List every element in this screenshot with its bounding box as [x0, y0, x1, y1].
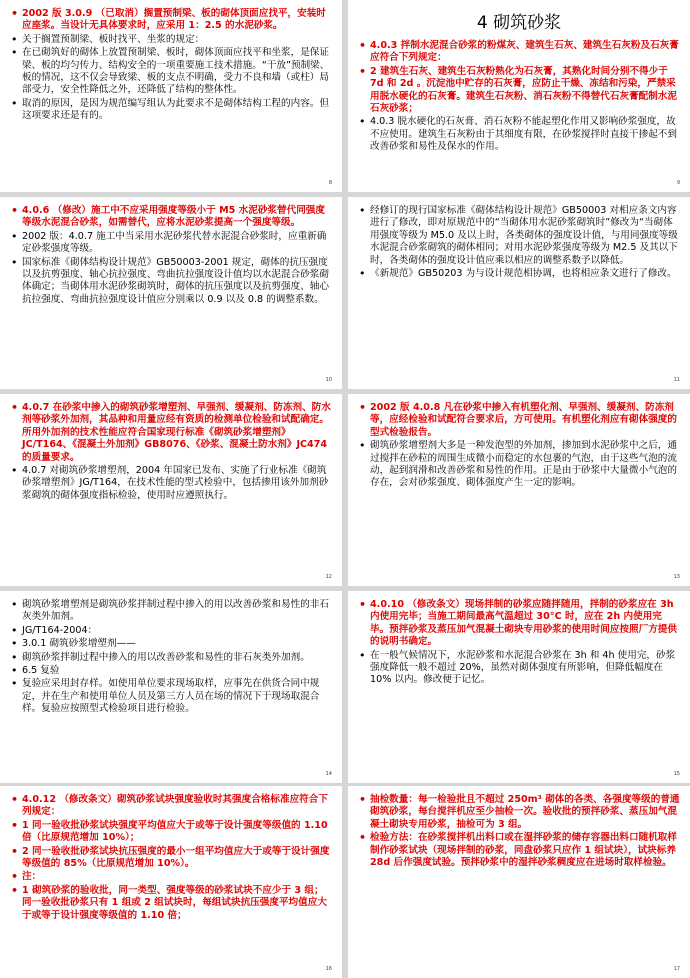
slide-9-bullets	[358, 40, 680, 154]
bullet: • 砌筑砂浆拌制过程中掺入的用以改善砂浆和易性的非石灰类外加剂。	[10, 652, 332, 664]
page-number: 16	[325, 966, 332, 972]
bullet: • 4.0.10 （修改条文）现场拌制的砂浆应随拌随用，拌制的砂浆应在 3h 内使用完毕；当施工期间最高气温超过 30°C 时，应在 2h 内使用完毕。预拌砂浆及蒸压加气混凝土砌块专用砂浆的使用时间应按照厂方提供的说明书确定。	[358, 599, 680, 649]
slide-11	[348, 197, 690, 389]
bullet: • 国家标准《砌体结构设计规范》GB50003-2001 规定，砌体的抗压强度以及抗剪强度、轴心抗拉强度、弯曲抗拉强度设计值均以水泥混合砂浆砌体确定；当砌体用水泥砂浆砌筑时，砌体的抗压强度以及抗剪强度、轴心抗拉强度、弯曲抗拉强度设计值应分别乘以 0.9 以及 0.8 的调整系数。	[10, 257, 332, 307]
bullet: • 经修订的现行国家标准《砌体结构设计规范》GB50003 对相应条文内容进行了修改，即对原规范中的“当砌体用水泥砂浆砌筑时”修改为“当砌体用强度等级为 M5.0 及以上时，各类砌体的强度设计值，与用同强度等级水泥混合砂浆砌筑的砌体相同；对用水泥砂浆强度等级为 M2.5 及其以下时，各类砌体的强度设计值应乘以相应的调整系数予以降低。	[358, 205, 680, 267]
bullet: • 复验应采用封存样。如使用单位要求现场取样，应事先在供货合同中规定，并在生产和使用单位人员及第三方人员在场的情况下于现场取混合样。复验应按照型式检验项目进行检验。	[10, 678, 332, 715]
page-number: 11	[673, 377, 680, 383]
slide-14	[0, 591, 342, 783]
bullet: • 4.0.3 脱水硬化的石灰膏、消石灰粉不能起塑化作用又影响砂浆强度，故不应使用。建筑生石灰粉由于其细度有限，在砂浆搅拌时直接干掺起不到改善砂浆和易性及保水的作用。	[358, 116, 680, 153]
bullet: • 《新规范》GB50203 为与设计规范相协调，也将相应条文进行了修改。	[358, 268, 680, 280]
page-number: 13	[673, 574, 680, 580]
slide-8	[0, 0, 342, 192]
page-number: 10	[325, 377, 332, 383]
slide-9	[348, 0, 690, 192]
bullet: • 抽检数量：每一检验批且不超过 250m³ 砌体的各类、各强度等级的普通砌筑砂浆，每台搅拌机应至少抽检一次。验收批的预拌砂浆、蒸压加气混凝土砌块专用砂浆，抽检可为 3 组。	[358, 794, 680, 831]
bullet: • 4.0.3 拌制水泥混合砂浆的粉煤灰、建筑生石灰、建筑生石灰粉及石灰膏应符合下列规定：	[358, 40, 680, 65]
slide-14-bullets	[10, 599, 332, 716]
slide-10	[0, 197, 342, 389]
bullet: • JG/T164-2004：	[10, 625, 332, 637]
slide-13	[348, 394, 690, 586]
slide-16-bullets	[10, 794, 332, 922]
bullet: • 1 砌筑砂浆的验收批，同一类型、强度等级的砂浆试块不应少于 3 组；同一验收批砂浆只有 1 组或 2 组试块时，每组试块抗压强度平均值应大于或等于设计强度等级值的 1.10 倍；	[10, 885, 332, 922]
page-number: 14	[325, 771, 332, 777]
slide-13-bullets	[358, 402, 680, 490]
bullet: • 4.0.12 （修改条文）砌筑砂浆试块强度验收时其强度合格标准应符合下列规定：	[10, 794, 332, 819]
slide-17	[348, 786, 690, 978]
slide-15-bullets	[358, 599, 680, 687]
bullet: • 在已砌筑好的砌体上放置预制梁、板时，砌体顶面应找平和坐浆，是保证梁、板的均匀传力、结构安全的一项重要施工技术措施。“干放”预制梁、板的情况，这不仅会导致梁、板的支点不明确，受力不良和墙（或柱）局部受力，安全性降低之外，还降低了结构的整体性。	[10, 47, 332, 97]
bullet: • 砌筑砂浆增塑剂大多是一种发泡型的外加剂，掺加到水泥砂浆中之后，通过搅拌在砂粒的周围生成微小而稳定的水包裹的气泡，由于这些气泡的流动，起到润滑和改善砂浆和易性的作用。正是由于砂浆中大量微小气泡的存在，会对砂浆强度、砌体强度产生一定的影响。	[358, 440, 680, 490]
bullet: • 注：	[10, 871, 332, 883]
page-number: 12	[325, 574, 332, 580]
bullet: • 检验方法：在砂浆搅拌机出料口或在湿拌砂浆的储存容器出料口随机取样制作砂浆试块（现场拌制的砂浆，同盘砂浆只应作 1 组试块），试块标养 28d 后作强度试验。预拌砂浆中的湿拌砂浆稠度应在进场时取样检验。	[358, 832, 680, 869]
slide-11-bullets	[358, 205, 680, 280]
bullet: • 1 同一验收批砂浆试块强度平均值应大于或等于设计强度等级值的 1.10 倍（比原规范增加 10%）；	[10, 820, 332, 845]
bullet: • 2 同一验收批砂浆试块抗压强度的最小一组平均值应大于或等于设计强度等级值的 85%（比原规范增加 10%）。	[10, 846, 332, 871]
page-number: 8	[328, 180, 332, 186]
bullet: • 关于搁置预制梁、板时找平、坐浆的规定：	[10, 34, 332, 46]
slide-16	[0, 786, 342, 978]
page-number: 15	[673, 771, 680, 777]
bullet: • 4.0.6 （修改）施工中不应采用强度等级小于 M5 水泥砂浆替代同强度等级水泥混合砂浆，如需替代，应将水泥砂浆提高一个强度等级。	[10, 205, 332, 230]
bullet: • 4.0.7 对砌筑砂浆增塑剂，2004 年国家已发布、实施了行业标准《砌筑砂浆增塑剂》JG/T164，在技术性能的型式检验中，包括掺用该外加剂砂浆砌筑的砌体强度指标检验，使用时应遵照执行。	[10, 465, 332, 502]
slide-17-bullets	[358, 794, 680, 869]
slide-12-bullets	[10, 402, 332, 502]
slide-10-bullets	[10, 205, 332, 306]
bullet: • 6.5 复验	[10, 665, 332, 677]
bullet: • 取消的原因，是因为规范编写组认为此要求不是砌体结构工程的内容。但这项要求还是有的。	[10, 98, 332, 123]
bullet: • 4.0.7 在砂浆中掺入的砌筑砂浆增塑剂、早强剂、缓凝剂、防冻剂、防水剂等砂浆外加剂，其品种和用量应经有资质的检测单位检验和试配确定。所用外加剂的技术性能应符合国家现行标准《砌筑砂浆增塑剂》JC/T164、《混凝土外加剂》GB8076、《砂浆、混凝土防水剂》JC474 的质量要求。	[10, 402, 332, 464]
slide-title: 4 砌筑砂浆	[476, 13, 562, 33]
slide-12	[0, 394, 342, 586]
bullet: • 2002 版：4.0.7 施工中当采用水泥砂浆代替水泥混合砂浆时，应重新确定砂浆强度等级。	[10, 231, 332, 256]
slide-8-bullets	[10, 8, 332, 123]
bullet: • 2002 版 4.0.8 凡在砂浆中掺入有机塑化剂、早强剂、缓凝剂、防冻剂等，应经检验和试配符合要求后，方可使用。有机塑化剂应有砌体强度的型式检验报告。	[358, 402, 680, 439]
bullet: • 2 建筑生石灰、建筑生石灰粉熟化为石灰膏，其熟化时间分别不得少于 7d 和 2d 。沉淀池中贮存的石灰膏，应防止干燥、冻结和污染，严禁采用脱水硬化的石灰膏。建筑生石灰粉、消石灰粉不得替代石灰膏配制水泥石灰砂浆；	[358, 66, 680, 116]
slide-15	[348, 591, 690, 783]
bullet: • 3.0.1 砌筑砂浆增塑剂——	[10, 638, 332, 650]
bullet: • 砌筑砂浆增塑剂是砌筑砂浆拌制过程中掺入的用以改善砂浆和易性的非石灰类外加剂。	[10, 599, 332, 624]
bullet: • 在一般气候情况下，水泥砂浆和水泥混合砂浆在 3h 和 4h 使用完，砂浆强度降低一般不超过 20%，虽然对砌体强度有所影响，但降低幅度在 10% 以内。修改便于记忆。	[358, 650, 680, 687]
page-number: 17	[673, 966, 680, 972]
page-number: 9	[676, 180, 680, 186]
bullet: • 2002 版 3.0.9 （已取消）搁置预制梁、板的砌体顶面应找平，安装时应座浆。当设计无具体要求时，应采用 1：2.5 的水泥砂浆。	[10, 8, 332, 33]
